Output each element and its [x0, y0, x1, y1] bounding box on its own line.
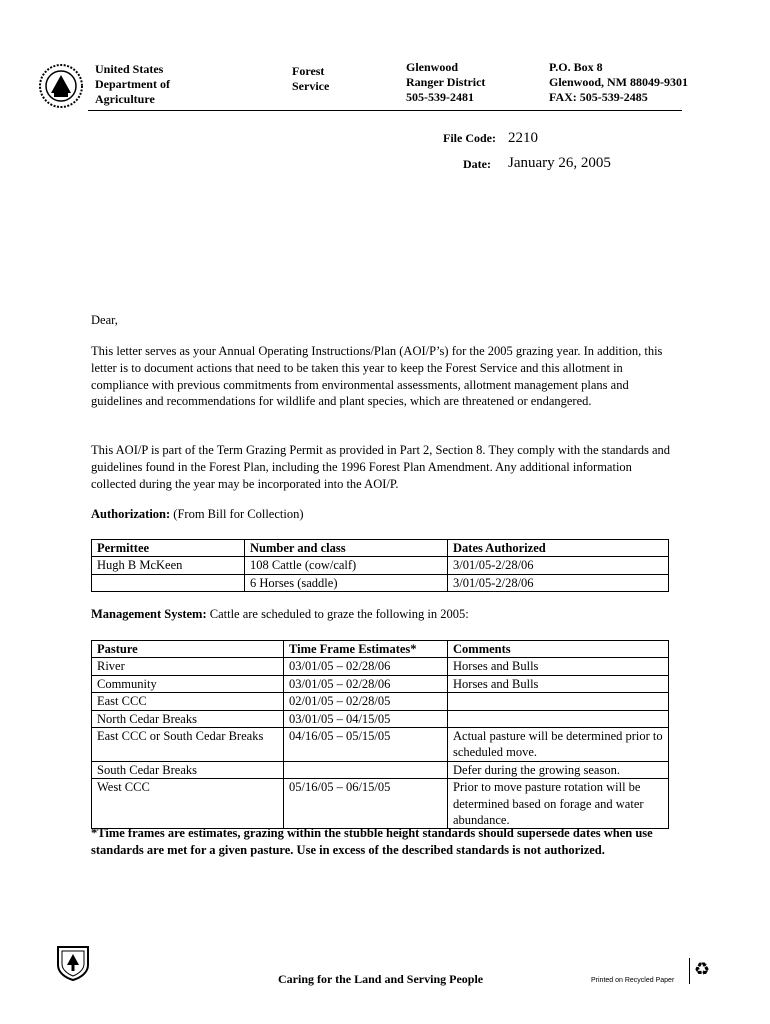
table-cell: 03/01/05 – 04/15/05 — [284, 710, 448, 727]
table-row — [92, 693, 669, 710]
header-rule — [88, 110, 682, 111]
table-cell: West CCC — [92, 779, 284, 829]
table-row — [92, 761, 669, 778]
file-code-label: File Code: — [443, 131, 496, 145]
table-cell: 3/01/05-2/28/06 — [448, 574, 669, 591]
agency-line: Department of — [95, 77, 170, 91]
recycled-paper-note: Printed on Recycled Paper — [591, 977, 675, 984]
office-line: Ranger District — [406, 75, 486, 89]
table-cell — [92, 574, 245, 591]
address-line: Glenwood, NM 88049-9301 — [549, 75, 688, 89]
table-header-row — [92, 641, 669, 658]
table-row — [92, 779, 669, 829]
footer-divider — [689, 958, 690, 984]
table-row — [92, 658, 669, 675]
footer-slogan: Caring for the Land and Serving People — [278, 972, 484, 986]
salutation: Dear, — [91, 313, 118, 327]
management-subtitle: Cattle are scheduled to graze the following in 2005: — [206, 607, 469, 621]
table-row — [92, 728, 669, 762]
table-cell: Horses and Bulls — [448, 675, 669, 692]
table-cell: 05/16/05 – 06/15/05 — [284, 779, 448, 829]
service-line: Forest — [292, 64, 325, 78]
date-label: Date: — [463, 157, 491, 171]
table-cell: 108 Cattle (cow/calf) — [245, 557, 448, 574]
management-table — [91, 640, 669, 829]
office-line: 505-539-2481 — [406, 90, 474, 104]
file-code-value: 2210 — [508, 130, 538, 146]
table-cell: East CCC — [92, 693, 284, 710]
table-row — [92, 557, 669, 574]
table-cell: South Cedar Breaks — [92, 761, 284, 778]
column-header: Permittee — [92, 540, 245, 557]
management-heading — [91, 607, 469, 622]
table-cell: 3/01/05-2/28/06 — [448, 557, 669, 574]
table-cell: Prior to move pasture rotation will be determined based on forage and water abundance. — [448, 779, 669, 829]
office-info — [406, 60, 485, 105]
table-header-row — [92, 540, 669, 557]
column-header: Comments — [448, 641, 669, 658]
paragraph-permit: This AOI/P is part of the Term Grazing Permit as provided in Part 2, Section 8. They comply with the standards and guidelines found in the Forest Plan, including the 1996 Forest Plan Amendment. Any additional information collected during the year may be incorporated into the AOI/P. — [91, 443, 671, 491]
forest-service-shield-icon — [56, 945, 90, 981]
table-cell: Horses and Bulls — [448, 658, 669, 675]
date-value: January 26, 2005 — [508, 155, 611, 171]
table-cell: East CCC or South Cedar Breaks — [92, 728, 284, 762]
authorization-title: Authorization: — [91, 507, 171, 521]
column-header: Number and class — [245, 540, 448, 557]
column-header: Dates Authorized — [448, 540, 669, 557]
authorization-table — [91, 539, 669, 592]
footnote: *Time frames are estimates, grazing within the stubble height standards should supersede dates when use standards are met for a given pasture. Use in excess of the described standards is not authorized. — [91, 826, 653, 857]
table-cell — [448, 693, 669, 710]
agency-line: United States — [95, 62, 164, 76]
authorization-subtitle: (From Bill for Collection) — [170, 507, 304, 521]
service-name — [292, 64, 329, 94]
table-cell: 02/01/05 – 02/28/05 — [284, 693, 448, 710]
table-cell: 03/01/05 – 02/28/06 — [284, 675, 448, 692]
paragraph-intro: This letter serves as your Annual Operating Instructions/Plan (AOI/P’s) for the 2005 grazing year. In addition, this letter is to document actions that need to be taken this year to keep the Forest Service and this allotment in compliance with previous commitments from environmental assessments, allotment management plans and guidelines and recommendations for wildlife and plant species, which are threatened or endangered. — [91, 344, 663, 409]
address-line: FAX: 505-539-2485 — [549, 90, 648, 104]
agency-line: Agriculture — [95, 92, 155, 106]
table-cell — [448, 710, 669, 727]
table-cell: 03/01/05 – 02/28/06 — [284, 658, 448, 675]
table-row — [92, 574, 669, 591]
table-cell: Actual pasture will be determined prior to scheduled move. — [448, 728, 669, 762]
column-header: Time Frame Estimates* — [284, 641, 448, 658]
table-cell: 6 Horses (saddle) — [245, 574, 448, 591]
table-row — [92, 710, 669, 727]
table-row — [92, 675, 669, 692]
table-cell: River — [92, 658, 284, 675]
management-title: Management System: — [91, 607, 207, 621]
table-cell: Hugh B McKeen — [92, 557, 245, 574]
authorization-heading — [91, 507, 304, 522]
recycle-icon: ♻ — [694, 959, 711, 980]
usda-seal-icon — [38, 63, 84, 109]
service-line: Service — [292, 79, 330, 93]
table-cell: North Cedar Breaks — [92, 710, 284, 727]
table-cell: 04/16/05 – 05/15/05 — [284, 728, 448, 762]
mailing-address — [549, 60, 688, 105]
column-header: Pasture — [92, 641, 284, 658]
office-line: Glenwood — [406, 60, 459, 74]
table-cell: Defer during the growing season. — [448, 761, 669, 778]
address-line: P.O. Box 8 — [549, 60, 603, 74]
table-cell — [284, 761, 448, 778]
agency-name — [95, 62, 170, 107]
table-cell: Community — [92, 675, 284, 692]
